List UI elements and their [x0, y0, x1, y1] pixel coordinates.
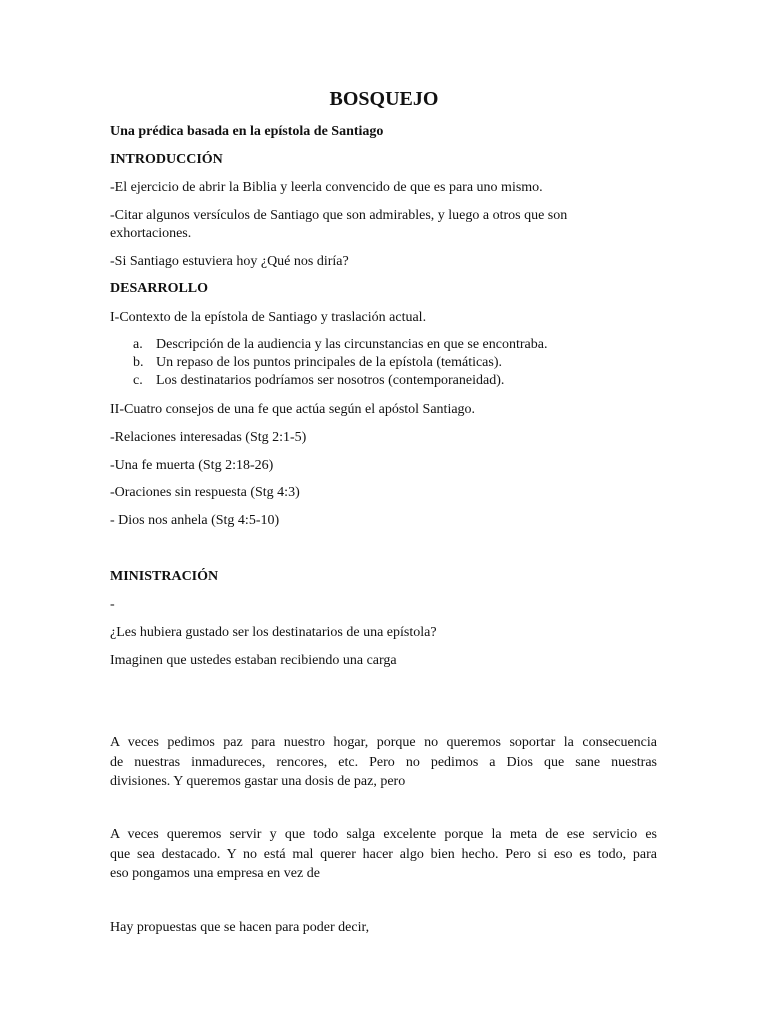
desarrollo-paragraph-3: -Relaciones interesadas (Stg 2:1-5)	[110, 430, 307, 445]
ministracion-question-1: ¿Les hubiera gustado ser los destinatarios de una epístola?	[110, 625, 437, 640]
intro-paragraph-1: -El ejercicio de abrir la Biblia y leerla convencido de que es para uno mismo.	[110, 180, 543, 195]
intro-paragraph-2-line-1: -Citar algunos versículos de Santiago que son admirables, y luego a otros que son	[110, 208, 568, 223]
intro-paragraph-2-line-2: exhortaciones.	[110, 226, 192, 241]
ministracion-paragraph-1	[110, 733, 657, 792]
paragraph-line: A veces pedimos paz para nuestro hogar, porque no queremos soportar la consecuencia	[110, 735, 657, 750]
paragraph-line: que sea destacado. Y no está mal querer hacer algo bien hecho. Pero si eso es todo, para	[110, 846, 657, 862]
list-marker: c.	[133, 373, 143, 388]
subtitle: Una prédica basada en la epístola de Santiago	[110, 124, 384, 139]
list-marker: a.	[133, 337, 143, 352]
list-item-text: Los destinatarios podríamos ser nosotros (contemporaneidad).	[156, 373, 505, 388]
paragraph-line: de nuestras inmadureces, rencores, etc. Pero no pedimos a Dios que sane nuestras	[110, 754, 657, 770]
page-title: BOSQUEJO	[329, 88, 439, 110]
ministracion-paragraph-3: Hay propuestas que se hacen para poder decir,	[110, 920, 370, 935]
paragraph-line: eso pongamos una empresa en vez de	[110, 866, 320, 881]
list-item-text: Descripción de la audiencia y las circunstancias en que se encontraba.	[156, 337, 548, 352]
paragraph-line: divisiones. Y queremos gastar una dosis de paz, pero	[110, 774, 406, 789]
list-item	[133, 372, 504, 390]
heading-desarrollo: DESARROLLO	[110, 281, 209, 296]
list-item-text: Un repaso de los puntos principales de la epístola (temáticas).	[156, 355, 503, 370]
paragraph-line: A veces queremos servir y que todo salga excelente porque la meta de ese servicio es	[110, 827, 657, 842]
desarrollo-paragraph-5: -Oraciones sin respuesta (Stg 4:3)	[110, 485, 300, 500]
list-item	[133, 336, 547, 354]
desarrollo-paragraph-2: II-Cuatro consejos de una fe que actúa según el apóstol Santiago.	[110, 402, 476, 417]
ministracion-paragraph-2	[110, 825, 657, 884]
heading-ministracion: MINISTRACIÓN	[110, 569, 219, 584]
list-marker: b.	[133, 355, 144, 370]
heading-introduccion: INTRODUCCIÓN	[110, 152, 223, 167]
ministracion-dash: -	[110, 597, 115, 612]
desarrollo-paragraph-6: - Dios nos anhela (Stg 4:5-10)	[110, 513, 280, 528]
list-item	[133, 354, 502, 372]
desarrollo-paragraph-1: I-Contexto de la epístola de Santiago y traslación actual.	[110, 310, 427, 325]
ministracion-question-2: Imaginen que ustedes estaban recibiendo una carga	[110, 653, 397, 668]
intro-paragraph-3: -Si Santiago estuviera hoy ¿Qué nos diría?	[110, 254, 349, 269]
desarrollo-paragraph-4: -Una fe muerta (Stg 2:18-26)	[110, 458, 274, 473]
